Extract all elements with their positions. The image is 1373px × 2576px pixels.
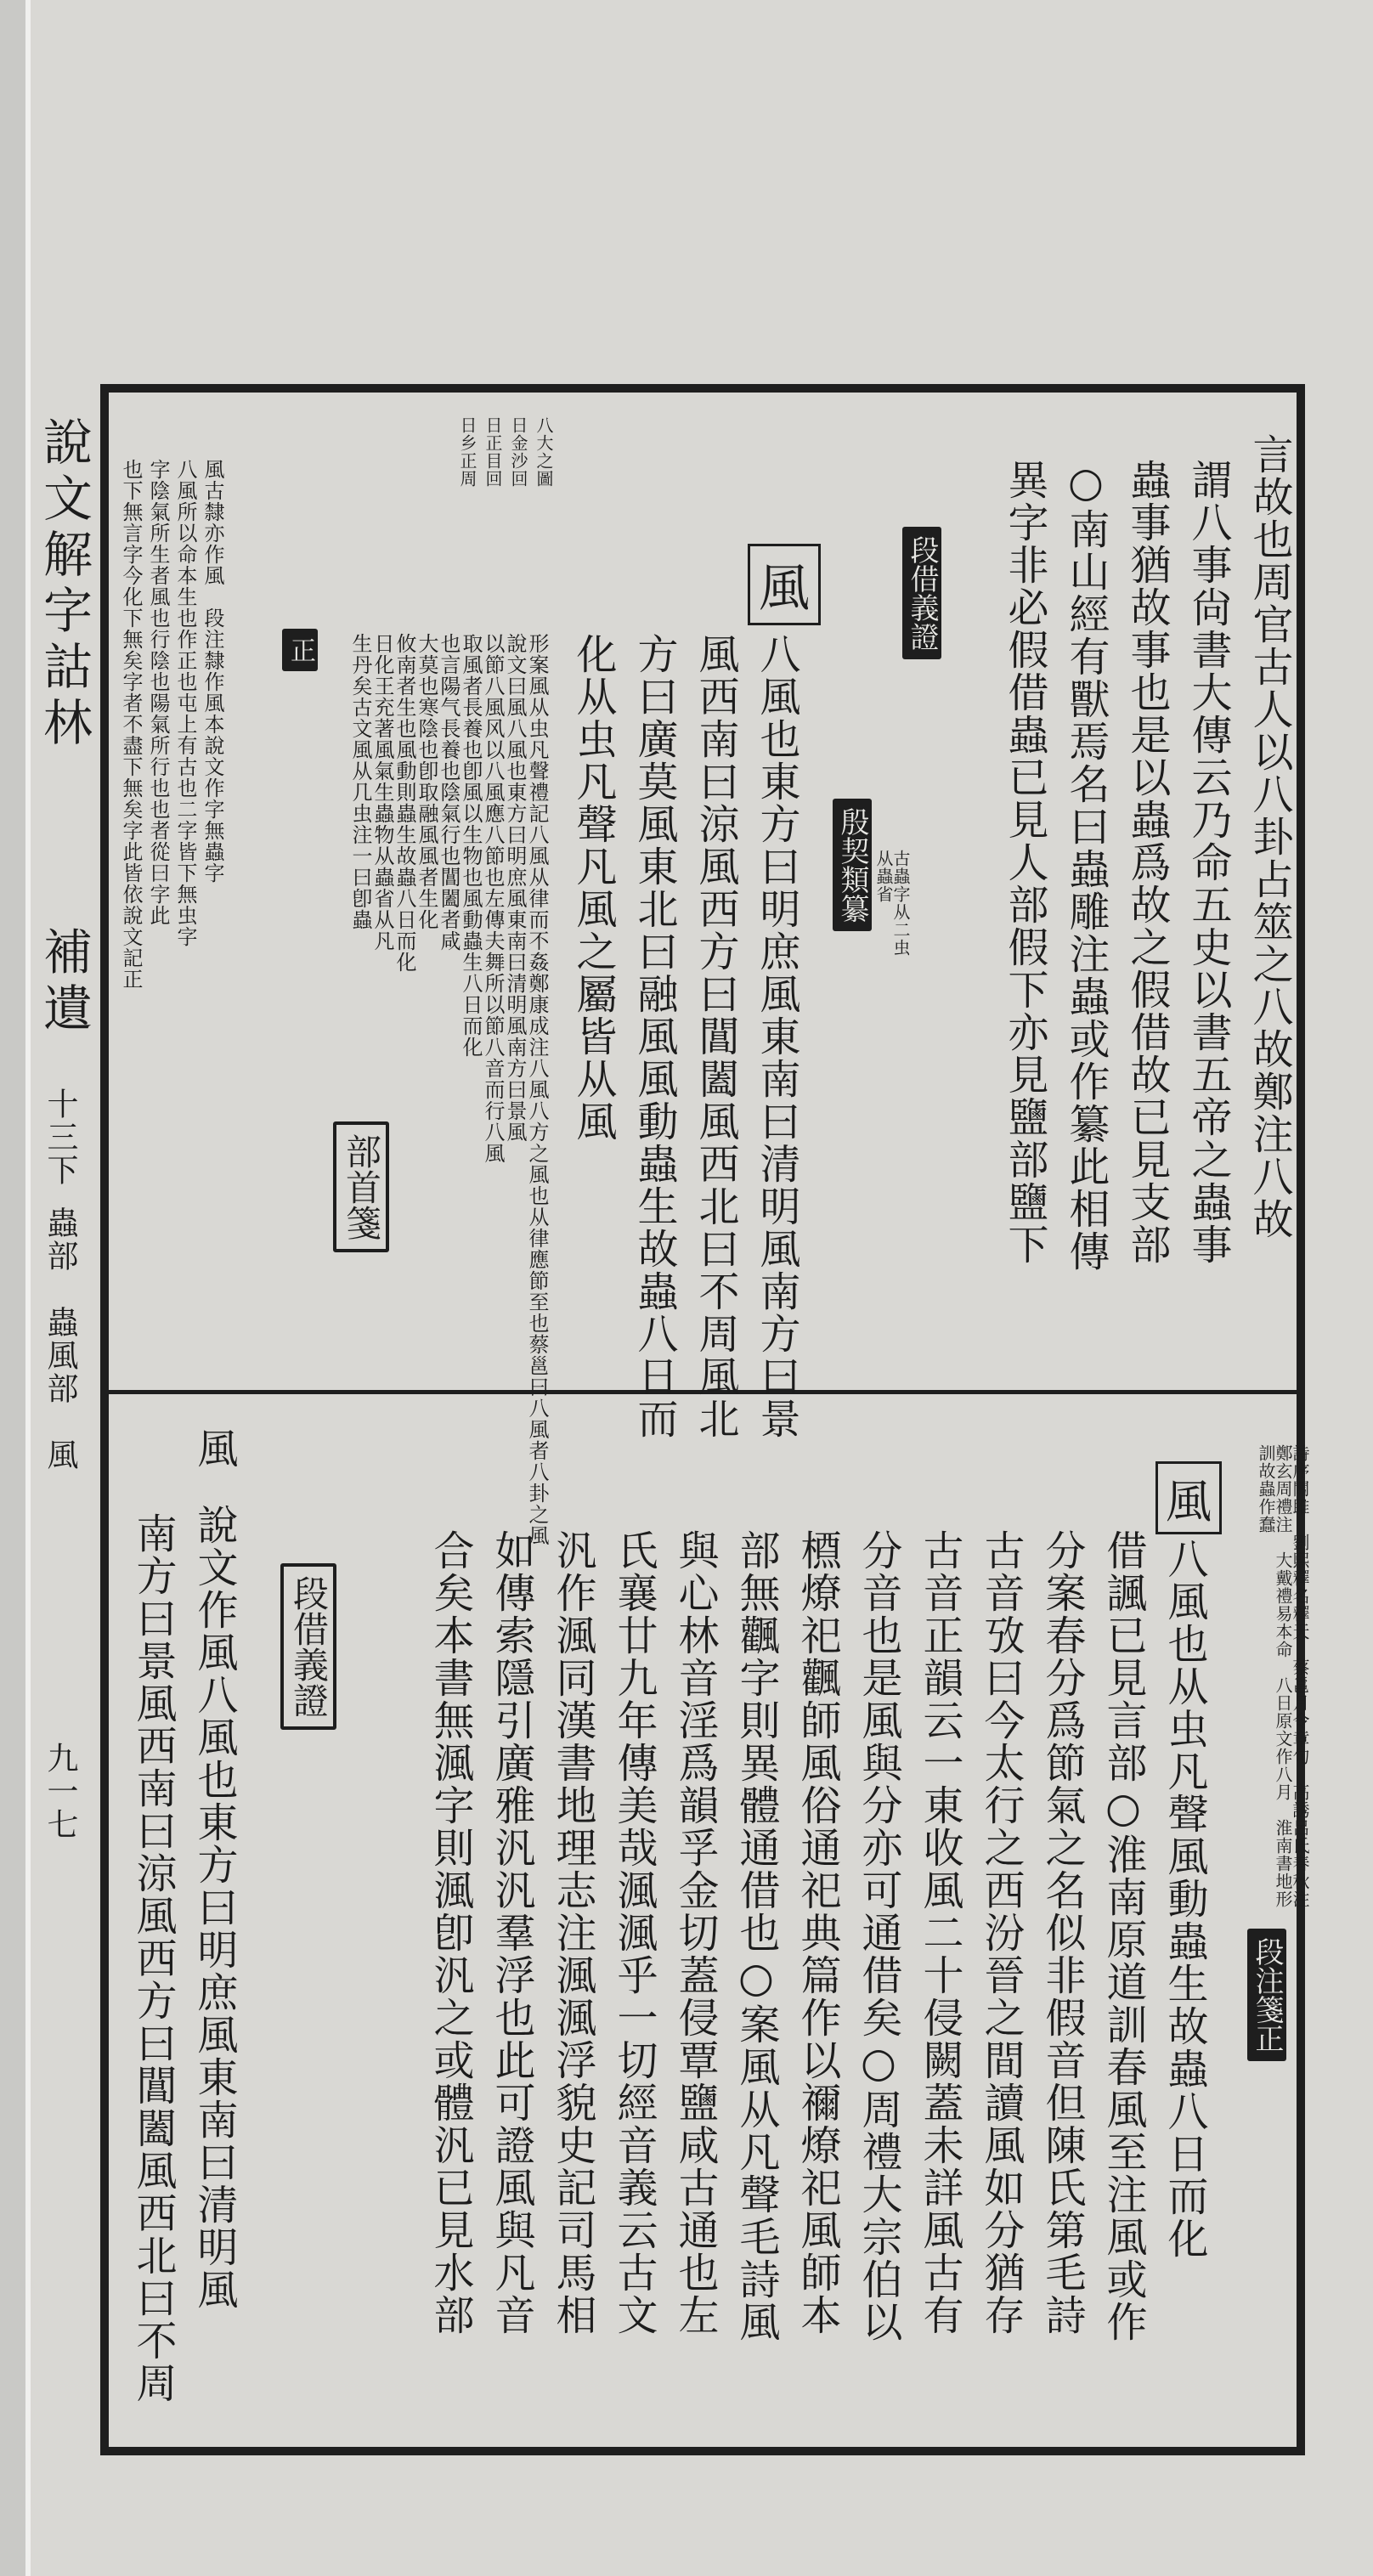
upper-note-e: 也言陽气長養也陰氣行也閶闔者咸 bbox=[437, 633, 460, 952]
upper-col-7: 風西南曰涼風西方曰閶闔風西北曰不周風北 bbox=[692, 633, 739, 1440]
upper-note-h: 日化王充著風氣生蟲物从蟲省从凡 bbox=[370, 633, 394, 952]
lower-col-3: 分案春分爲節氣之名似非假音但陳氏第毛詩 bbox=[1038, 1529, 1086, 2336]
upper-note-l: 字陰氣所生者風也行陰也陽氣所行也也者從曰字此 bbox=[146, 459, 170, 926]
label-yinqi-leizuan: 殷契類纂 bbox=[833, 799, 872, 931]
lower-col-7: 槱燎祀飌師風俗通祀典篇作以禰燎祀風師本 bbox=[794, 1529, 841, 2336]
page-number: 九一七 bbox=[42, 1742, 78, 1841]
lower-col-9: 與心林音淫爲韻孚金切蓋侵覃鹽咸古通也左 bbox=[671, 1529, 719, 2336]
upper-note-d: 取風者長養也卽風以生物也風動蟲生八日而化 bbox=[459, 633, 483, 1058]
lower-col-2: 借諷已見言部○淮南原道訓春風至注風或作 bbox=[1099, 1529, 1147, 2343]
upper-note-j: 風古隸亦作風 段注隸作風本說文作字無蟲字 bbox=[201, 459, 224, 884]
upper-tag-d: 八大之圖 bbox=[534, 416, 554, 488]
upper-col-4: ○南山經有獸焉名曰蟲雕注蟲或作纂此相傳 bbox=[1062, 459, 1110, 1273]
seal-feng-glyph: 風 bbox=[748, 544, 821, 625]
label-jiajie-yizheng-lower: 段借義證 bbox=[280, 1563, 336, 1730]
upper-note-b: 說文曰風八風也東方曰明庶風東南曰清明風南方曰景風 bbox=[503, 633, 527, 1143]
upper-col-2: 謂八事尙書大傳云乃命五史以書五帝之蟲事 bbox=[1184, 459, 1232, 1266]
upper-tag-c: 日金沙回 bbox=[508, 416, 528, 488]
upper-note-m: 也下無言字今化下無矣字者不盡下無矣字此皆依說文記正 bbox=[119, 459, 143, 990]
lower-col-6: 分音也是風與分亦可通借矣○周禮大宗伯以 bbox=[855, 1529, 902, 2343]
upper-tag-b: 日正目回 bbox=[483, 416, 503, 488]
lower-col-10: 氏襄廿九年傳美哉渢渢乎一切經音義云古文 bbox=[610, 1529, 658, 2336]
upper-col-3: 蟲事猶故事也是以蟲爲故之假借故已見支部 bbox=[1123, 459, 1171, 1266]
mark-zheng: 正 bbox=[282, 629, 318, 671]
seal-feng-glyph-lower: 風 bbox=[1155, 1461, 1222, 1534]
lower-top-note: 詩序關雎 劉熙釋名釋天 蔡邕月令章句 高誘呂氏春秋注 鄭玄周禮注 大戴禮易本命 八日原文作八月 淮南書地形訓故蟲作蠢 bbox=[1256, 1444, 1310, 1926]
margin-rule bbox=[100, 384, 105, 2455]
upper-col-1: 言故也周官古人以八卦占筮之八故鄭注八故 bbox=[1246, 433, 1293, 1240]
label-jiajie-yizheng: 段借義證 bbox=[902, 527, 941, 659]
volume-label: 十三下 bbox=[42, 1087, 78, 1187]
upper-col-6: 八風也東方曰明庶風東南曰清明風南方曰景 bbox=[753, 633, 800, 1440]
seal-note-2: 从蟲省 bbox=[873, 850, 894, 903]
upper-note-g: 攸南者生也風動則蟲生故蟲八日而化 bbox=[393, 633, 416, 973]
lower-col-1: 八風也从虫凡聲風動蟲生故蟲八日而化 bbox=[1161, 1538, 1208, 2260]
lower-col-15: 南方曰景風西南曰涼風西方曰閶闔風西北曰不周 bbox=[129, 1512, 177, 2404]
upper-note-c: 以節八風风以八風應八節也左傳夫舞所以節八音而行八風 bbox=[481, 633, 505, 1164]
lower-col-13: 合矣本書無渢字則渢卽汎之或體汎已見水部 bbox=[427, 1529, 474, 2336]
upper-note-f: 大莫也寒陰也卽取融風風者生化 bbox=[415, 633, 438, 930]
upper-col-9: 化从虫凡聲凡風之屬皆从風 bbox=[569, 633, 617, 1143]
section-title: 補遺 bbox=[35, 926, 93, 1038]
seal-note-1: 古蟲字从二虫 bbox=[890, 850, 911, 957]
upper-note-i: 生丹矣古文風从几虫注一曰卽蟲 bbox=[348, 633, 372, 930]
radical-label: 蟲部 蟲風部 風 bbox=[42, 1206, 78, 1472]
upper-note-a: 形案風从虫凡聲禮記八風从律而不姦鄭康成注八風八方之風也从律應節至也蔡邕曰八風者八卦之風 bbox=[525, 633, 549, 1546]
lower-col-14: 說文作風八風也東方曰明庶風東南曰清明風 bbox=[190, 1504, 238, 2311]
upper-note-k: 八風所以命本生也作正也屯上有古也二字皆下無虫字 bbox=[173, 459, 197, 947]
upper-tag-a: 日乡正周 bbox=[457, 416, 477, 488]
binding-line bbox=[25, 0, 31, 2576]
lower-col-4: 古音攷曰今太行之西汾晉之間讀風如分猶存 bbox=[977, 1529, 1025, 2336]
lower-col-12: 如傳索隱引廣雅汎汎羣浮也此可證風與凡音 bbox=[488, 1529, 535, 2336]
upper-col-8: 方曰廣莫風東北曰融風風動蟲生故蟲八日而 bbox=[630, 633, 678, 1440]
lower-col-11: 汎作渢同漢書地理志注渢渢浮貌史記司馬相 bbox=[549, 1529, 596, 2336]
lower-col-5: 古音正韻云一東收風二十侵闕蓋未詳風古有 bbox=[916, 1529, 963, 2336]
lower-col-8: 部無飌字則異體通借也○案風从凡聲毛詩風 bbox=[732, 1529, 780, 2343]
upper-col-5: 異字非必假借蟲已見人部假下亦見鹽部鹽下 bbox=[1001, 459, 1048, 1266]
label-bushou-jian: 部首箋 bbox=[333, 1121, 389, 1252]
label-duanzhu-jianzheng: 段注箋正 bbox=[1247, 1929, 1286, 2061]
book-title: 說文解字詁林 bbox=[35, 416, 93, 753]
lower-col-14-head: 風 bbox=[190, 1427, 238, 1470]
